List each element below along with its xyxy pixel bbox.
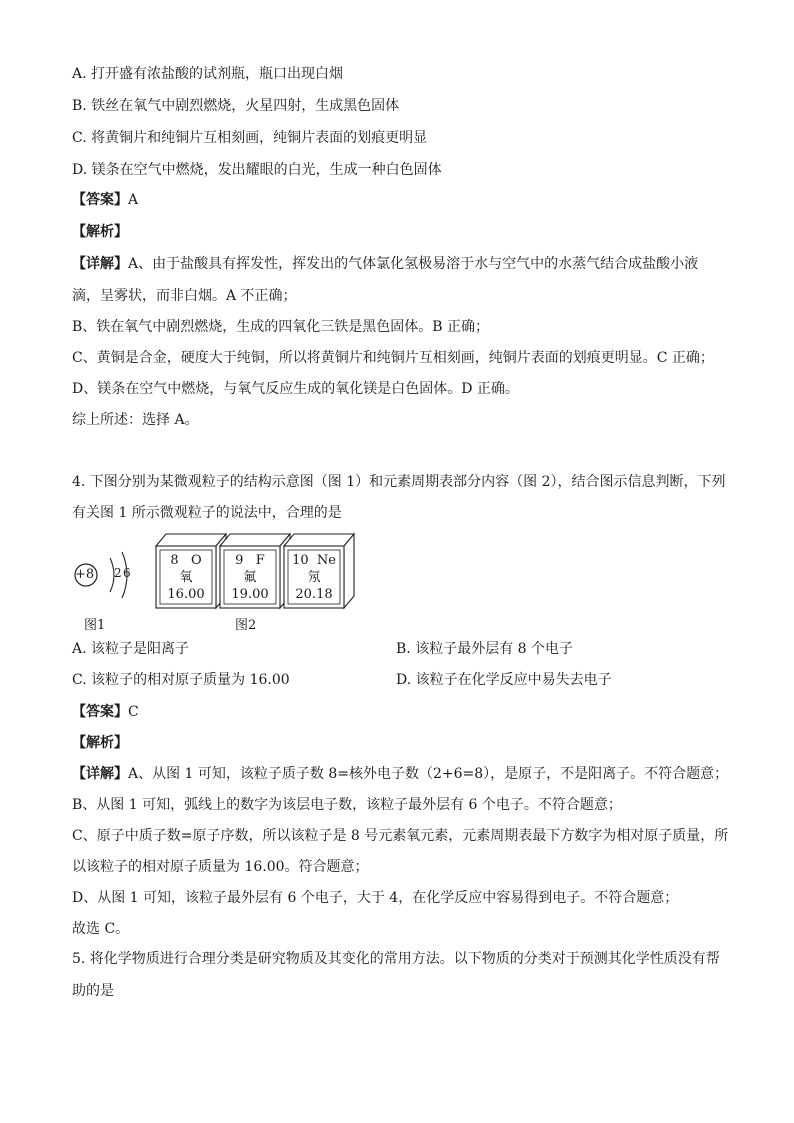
q4-conclusion: 故选 C。 — [72, 921, 130, 937]
shell-2-electrons: 6 — [123, 566, 131, 580]
q3-option-c: C. 将黄铜片和纯铜片互相刻画，纯铜片表面的划痕更明显 — [72, 130, 428, 146]
element-mass: 19.00 — [231, 587, 269, 602]
shell-1-electrons: 2 — [114, 566, 122, 580]
detail-tag: 【详解】 — [72, 256, 128, 272]
q3-option-d: D. 镁条在空气中燃烧，发出耀眼的白光，生成一种白色固体 — [72, 162, 442, 178]
q4-stem-2: 有关图 1 所示微观粒子的说法中，合理的是 — [72, 505, 342, 521]
element-number-symbol: 8 O — [170, 553, 202, 568]
q3-detail-2: 滴，呈雾状，而非白烟。A 不正确； — [72, 288, 297, 304]
q4-answer: C — [128, 704, 139, 720]
q3-summary: 综上所述：选择 A。 — [72, 412, 199, 428]
q4-detail-line-1 — [72, 764, 728, 784]
figure-1-caption: 图1 — [84, 618, 106, 633]
q4-option-b: B. 该粒子最外层有 8 个电子 — [396, 641, 573, 657]
q4-stem-1: 4. 下图分别为某微观粒子的结构示意图（图 1）和元素周期表部分内容（图 2），结合图示信息判断，下列 — [72, 474, 726, 490]
q3-option-b: B. 铁丝在氧气中剧烈燃烧，火星四射，生成黑色固体 — [72, 98, 400, 114]
analysis-tag: 【解析】 — [72, 224, 128, 240]
q4-answer-line — [72, 702, 139, 722]
q4-detail-2: B、从图 1 可知，弧线上的数字为该层电子数，该粒子最外层有 6 个电子。不符合题意； — [72, 797, 622, 813]
q5-stem-2: 助的是 — [72, 983, 114, 999]
q4-detail-1: A、从图 1 可知，该粒子质子数 8=核外电子数（2+6=8），是原子，不是阳离子。不符合题意； — [128, 766, 729, 782]
cube-3-top — [284, 534, 354, 546]
q3-answer: A — [128, 192, 139, 208]
q3-detail-5: D、镁条在空气中燃烧，与氧气反应生成的氧化镁是白色固体。D 正确。 — [72, 381, 519, 397]
element-mass: 16.00 — [167, 587, 205, 602]
q4-detail-5: D、从图 1 可知，该粒子最外层有 6 个电子，大于 4，在化学反应中容易得到电子。不符合题意； — [72, 890, 679, 906]
q3-detail-line-1 — [72, 254, 698, 274]
answer-tag: 【答案】 — [72, 192, 128, 208]
figure-2-caption: 图2 — [235, 618, 257, 633]
element-cell-ne — [288, 552, 340, 603]
element-name: 氟 — [243, 570, 257, 585]
cube-1-top — [156, 534, 226, 546]
element-name: 氧 — [179, 570, 193, 585]
q4-detail-4: 以该粒子的相对原子质量为 16.00。符合题意； — [72, 859, 369, 875]
q3-answer-line — [72, 190, 138, 210]
q4-option-d: D. 该粒子在化学反应中易失去电子 — [396, 672, 612, 688]
q4-option-c: C. 该粒子的相对原子质量为 16.00 — [72, 672, 290, 688]
element-cell-f — [224, 552, 276, 603]
detail-tag: 【详解】 — [72, 766, 128, 782]
q4-analysis-tag — [72, 733, 128, 753]
element-name: 氖 — [307, 570, 321, 585]
cube-2-top — [220, 534, 290, 546]
element-mass: 20.18 — [295, 587, 333, 602]
element-number-symbol: 10 Ne — [292, 553, 336, 568]
q3-detail-1: A、由于盐酸具有挥发性，挥发出的气体氯化氢极易溶于水与空气中的水蒸气结合成盐酸小液 — [128, 256, 699, 272]
q4-option-a: A. 该粒子是阳离子 — [72, 641, 190, 657]
q5-stem-1: 5. 将化学物质进行合理分类是研究物质及其变化的常用方法。以下物质的分类对于预测其化学性质没有帮 — [72, 951, 720, 967]
element-cell-o — [160, 552, 212, 603]
element-number-symbol: 9 F — [235, 553, 265, 568]
answer-tag: 【答案】 — [72, 704, 128, 720]
nucleus-charge: +8 — [75, 567, 95, 582]
q4-detail-3: C、原子中质子数=原子序数，所以该粒子是 8 号元素氧元素，元素周期表最下方数字为相对原子质量，所 — [72, 828, 729, 844]
q3-detail-4: C、黄铜是合金，硬度大于纯铜，所以将黄铜片和纯铜片互相刻画，纯铜片表面的划痕更明显。C 正确； — [72, 350, 714, 366]
q3-option-a: A. 打开盛有浓盐酸的试剂瓶，瓶口出现白烟 — [72, 66, 344, 82]
cube-3-side — [344, 534, 354, 608]
q4-figure — [72, 528, 382, 638]
q3-analysis-tag — [72, 222, 128, 242]
analysis-tag: 【解析】 — [72, 735, 128, 751]
q3-detail-3: B、铁在氧气中剧烈燃烧，生成的四氧化三铁是黑色固体。B 正确； — [72, 319, 490, 335]
